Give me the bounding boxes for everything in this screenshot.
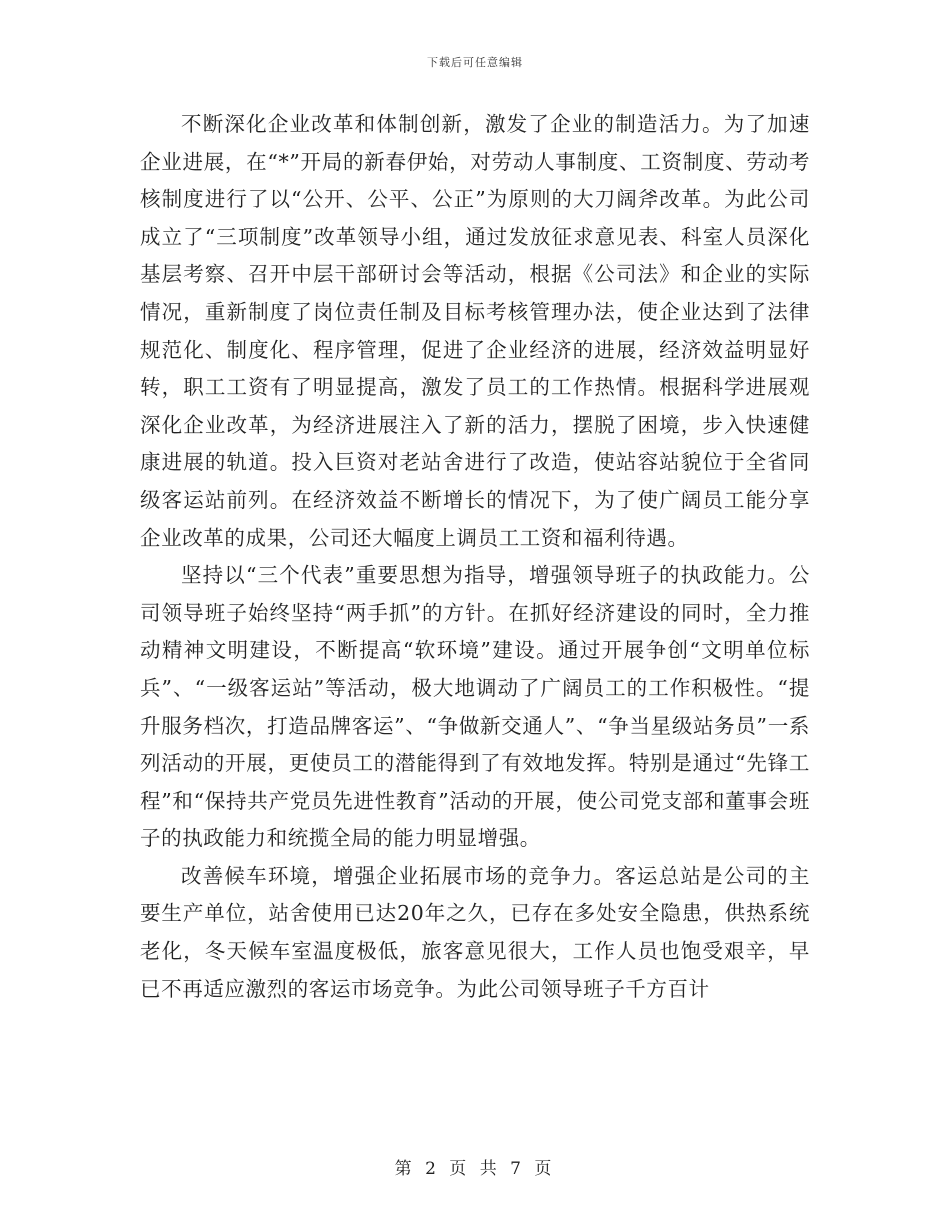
page-header-note: 下载后可任意编辑 (427, 56, 523, 69)
page-number: 第 2 页 共 7 页 (394, 1159, 556, 1179)
paragraph-reform: 不断深化企业改革和体制创新，激发了企业的制造活力。为了加速企业进展，在“*”开局的新春伊始，对劳动人事制度、工资制度、劳动考核制度进行了以“公开、公平、公正”为原则的大刀阔斧改革。为此公司成立了“三项制度”改革领导小组，通过发放征求意见表、科室人员深化基层考察、召开中层干部研讨会等活动，根据《公司法》和企业的实际情况，重新制度了岗位责任制及目标考核管理办法，使企业达到了法律规范化、制度化、程序管理，促进了企业经济的进展，经济效益明显好转，职工工资有了明显提高，激发了员工的工作热情。根据科学进展观深化企业改革，为经济进展注入了新的活力，摆脱了困境，步入快速健康进展的轨道。投入巨资对老站舍进行了改造，使站容站貌位于全省同级客运站前列。在经济效益不断增长的情况下，为了使广阔员工能分享企业改革的成果，公司还大幅度上调员工工资和福利待遇。 (140, 112, 810, 550)
paragraph-leadership: 坚持以“三个代表”重要思想为指导，增强领导班子的执政能力。公司领导班子始终坚持“两手抓”的方针。在抓好经济建设的同时，全力推动精神文明建设，不断提高“软环境”建设。通过开展争创“文明单位标兵”、“一级客运站”等活动，极大地调动了广阔员工的工作积极性。“提升服务档次，打造品牌客运”、“争做新交通人”、“争当星级站务员”一系列活动的开展，更使员工的潜能得到了有效地发挥。特别是通过“先锋工程”和“保持共产党员先进性教育”活动的开展，使公司党支部和董事会班子的执政能力和统揽全局的能力明显增强。 (140, 563, 810, 851)
paragraph-environment: 改善候车环境，增强企业拓展市场的竞争力。客运总站是公司的主要生产单位，站舍使用已达20年之久，已存在多处安全隐患，供热系统老化，冬天候车室温度极低，旅客意见很大，工作人员也饱受艰辛，早已不再适应激烈的客运市场竞争。为此公司领导班子千方百计 (140, 863, 810, 1001)
document-body (140, 106, 810, 1008)
